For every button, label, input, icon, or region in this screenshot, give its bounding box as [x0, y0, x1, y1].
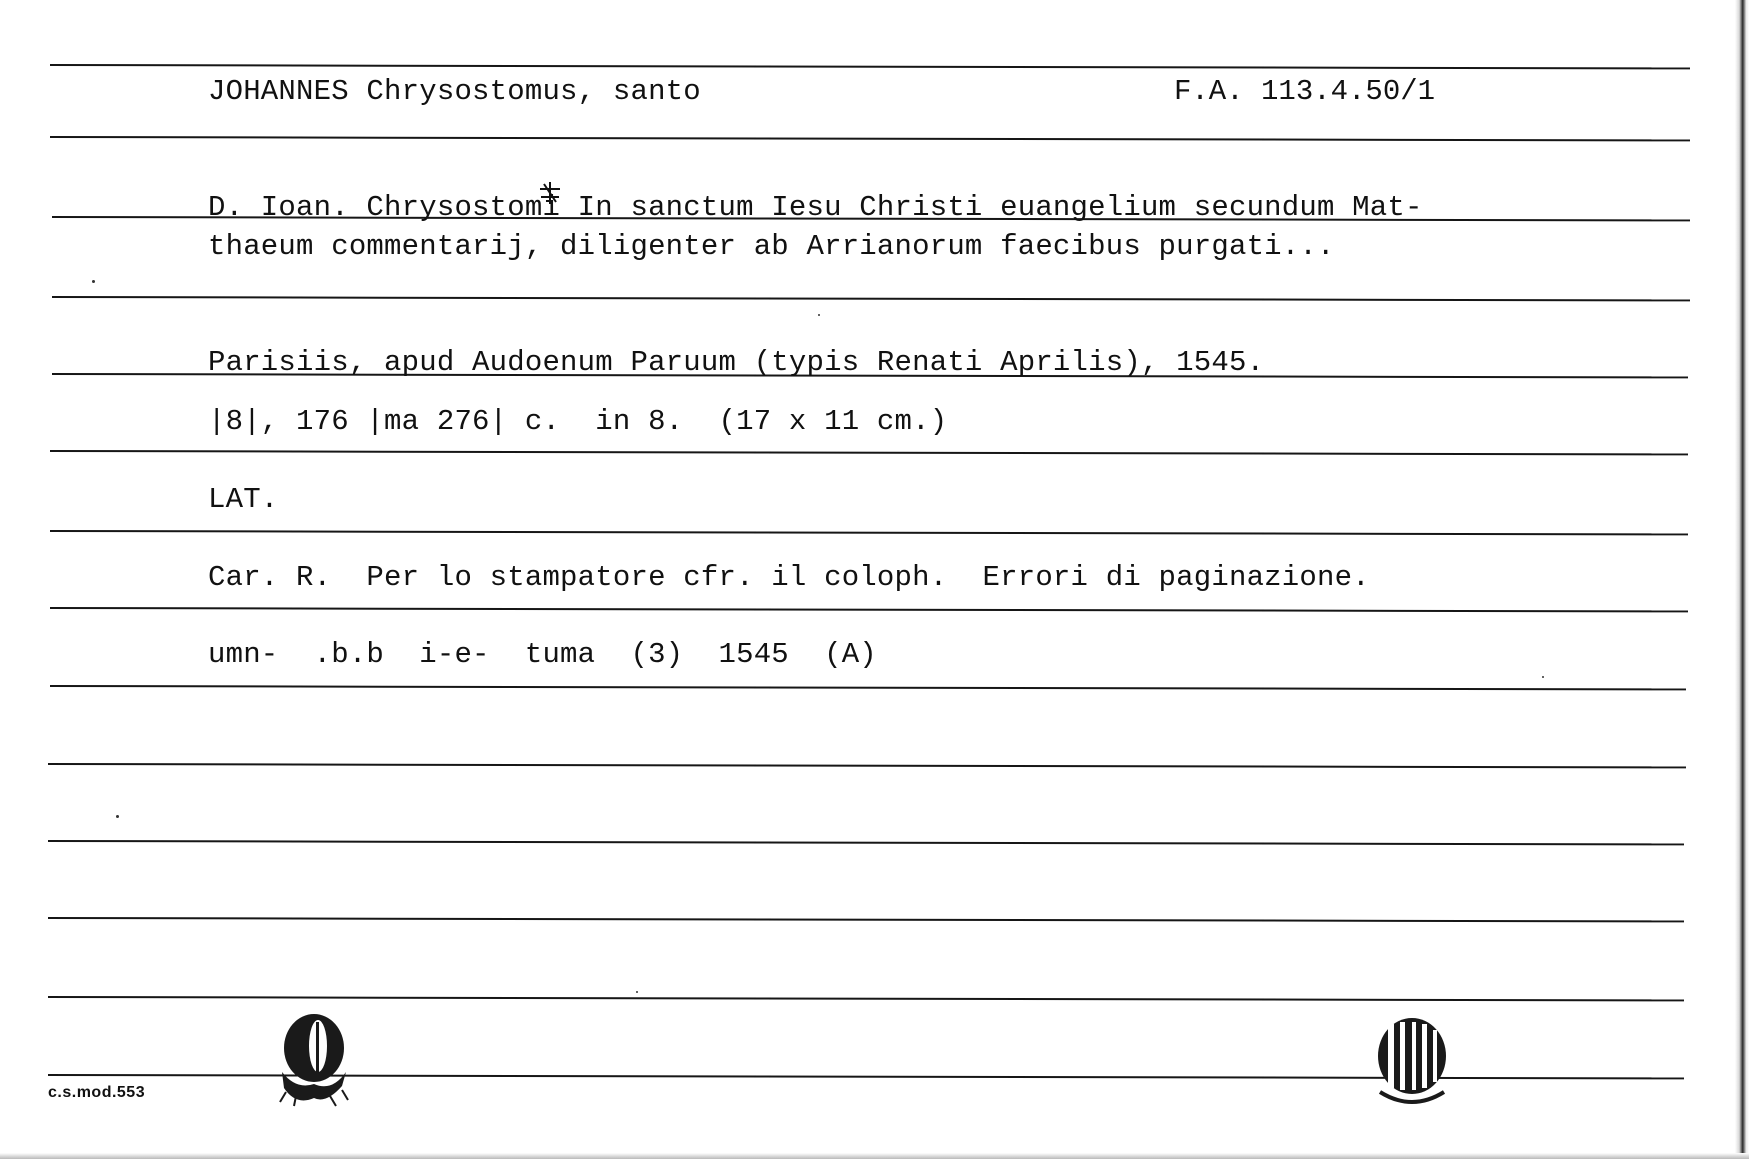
scan-speck: [92, 280, 95, 283]
form-code: c.s.mod.553: [48, 1084, 146, 1101]
scan-speck: [818, 314, 820, 316]
collation-line: |8|, 176 |ma 276| c. in 8. (17 x 11 cm.): [208, 405, 948, 438]
shelfmark: F.A. 113.4.50/1: [1174, 75, 1436, 108]
language-line: LAT.: [208, 483, 279, 516]
ruled-line: [50, 530, 1688, 535]
notes-line: Car. R. Per lo stampatore cfr. il coloph. Errori di paginazione.: [208, 561, 1370, 594]
left-binding-hole-icon: [276, 1012, 350, 1108]
scan-edge-bottom: [0, 1153, 1749, 1159]
fingerprint-line: umn- .b.b i-e- tuma (3) 1545 (A): [208, 638, 877, 671]
right-binding-hole-icon: [1370, 1012, 1454, 1112]
ruled-line: [48, 840, 1684, 845]
asterisk-mark-icon: [537, 180, 563, 206]
ruled-line: [50, 450, 1688, 455]
scan-edge-right: [1735, 0, 1749, 1159]
ruled-line: [48, 763, 1686, 768]
scan-speck: [1542, 676, 1544, 678]
ruled-line: [48, 996, 1684, 1001]
ruled-line: [50, 607, 1688, 612]
ruled-line: [50, 685, 1686, 690]
ruled-line: [52, 296, 1690, 301]
scan-speck: [636, 991, 638, 993]
card-heading: JOHANNES Chrysostomus, santo: [208, 75, 701, 108]
title-line-2: thaeum commentarij, diligenter ab Arrianorum faecibus purgati...: [208, 230, 1335, 263]
imprint-line: Parisiis, apud Audoenum Paruum (typis Renati Aprilis), 1545.: [208, 346, 1265, 379]
ruled-line: [50, 64, 1690, 69]
scan-speck: [116, 815, 119, 818]
title-line-1: D. Ioan. Chrysostomi In sanctum Iesu Christi euangelium secundum Mat-: [208, 191, 1423, 224]
ruled-line: [50, 136, 1690, 141]
ruled-line: [48, 917, 1684, 922]
